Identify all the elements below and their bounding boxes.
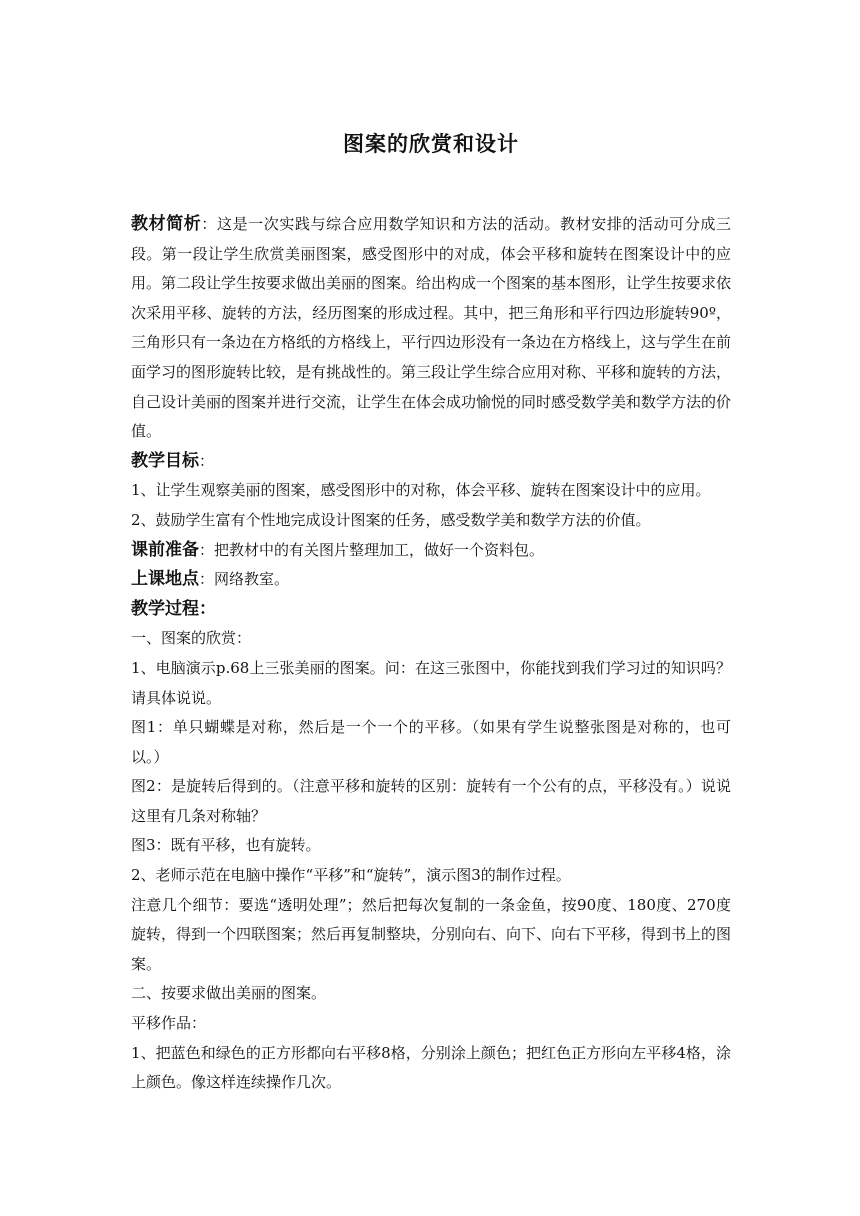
intro-paragraph — [131, 210, 731, 447]
process-line-6: 2、老师示范在电脑中操作“平移”和“旋转”，演示图3的制作过程。 — [131, 866, 571, 885]
process-line-5: 图3：既有平移，也有旋转。 — [131, 836, 321, 855]
process-line-7: 注意几个细节：要选“透明处理”；然后把每次复制的一条金鱼，按90度、180度、270度旋转，得到一个四联图案；然后再复制整块，分别向右、向下、向右下平移，得到书上的图案。 — [131, 895, 732, 973]
process-line-2: 1、电脑演示p.68上三张美丽的图案。问：在这三张图中，你能找到我们学习过的知识吗？请具体说说。 — [131, 658, 731, 707]
location-text: ：网络教室。 — [199, 570, 290, 589]
intro-heading: 教材简析 — [131, 214, 202, 234]
goal-item-1: 1、让学生观察美丽的图案，感受图形中的对称，体会平移、旋转在图案设计中的应用。 — [131, 481, 711, 500]
process-line-4: 图2：是旋转后得到的。（注意平移和旋转的区别：旋转有一个公有的点，平移没有。）说说这里有几条对称轴？ — [131, 777, 731, 825]
document-title: 图案的欣赏和设计 — [343, 132, 519, 156]
prep-heading: 课前准备 — [131, 539, 199, 560]
goal-item-2: 2、鼓励学生富有个性地完成设计图案的任务，感受数学美和数学方法的价值。 — [131, 510, 651, 529]
document-body — [131, 210, 731, 1098]
process-line-9: 平移作品： — [131, 1014, 207, 1033]
goals-heading-line — [131, 447, 731, 477]
process-line-3: 图1：单只蝴蝶是对称，然后是一个一个的平移。（如果有学生说整张图是对称的，也可以。） — [131, 718, 731, 766]
process-line-8: 二、按要求做出美丽的图案。 — [131, 984, 327, 1003]
process-line-10: 1、把蓝色和绿色的正方形都向右平移8格，分别涂上颜色；把红色正方形向左平移4格，涂上颜色。像这样连续操作几次。 — [131, 1043, 731, 1092]
process-line-1: 一、图案的欣赏： — [131, 629, 252, 648]
location-heading: 上课地点 — [131, 569, 199, 590]
location-paragraph — [131, 565, 731, 595]
goals-colon: ： — [199, 451, 215, 470]
prep-paragraph — [131, 536, 731, 566]
goals-heading: 教学目标 — [131, 450, 199, 471]
intro-text: ：这是一次实践与综合应用数学知识和方法的活动。教材安排的活动可分成三段。第一段让学生欣赏美丽图案，感受图形中的对成，体会平移和旋转在图案设计中的应用。第二段让学生按要求做出美丽的图案。给出构成一个图案的基本图形，让学生按要求依次采用平移、旋转的方法，经历图案的形成过程。其中，把三角形和平行四边形旋转90º，三角形只有一条边在方格纸的方格线上，平行四边形没有一条边在方格线上，这与学生在前面学习的图形旋转比较，是有挑战性的。第三段让学生综合应用对称、平移和旋转的方法，自己设计美丽的图案并进行交流，让学生在体会成功愉悦的同时感受数学美和数学方法的价值。 — [131, 215, 732, 441]
process-heading-line — [131, 595, 731, 625]
prep-text: ：把教材中的有关图片整理加工，做好一个资料包。 — [199, 540, 545, 559]
process-colon: ： — [199, 598, 216, 619]
process-heading: 教学过程 — [131, 598, 199, 619]
